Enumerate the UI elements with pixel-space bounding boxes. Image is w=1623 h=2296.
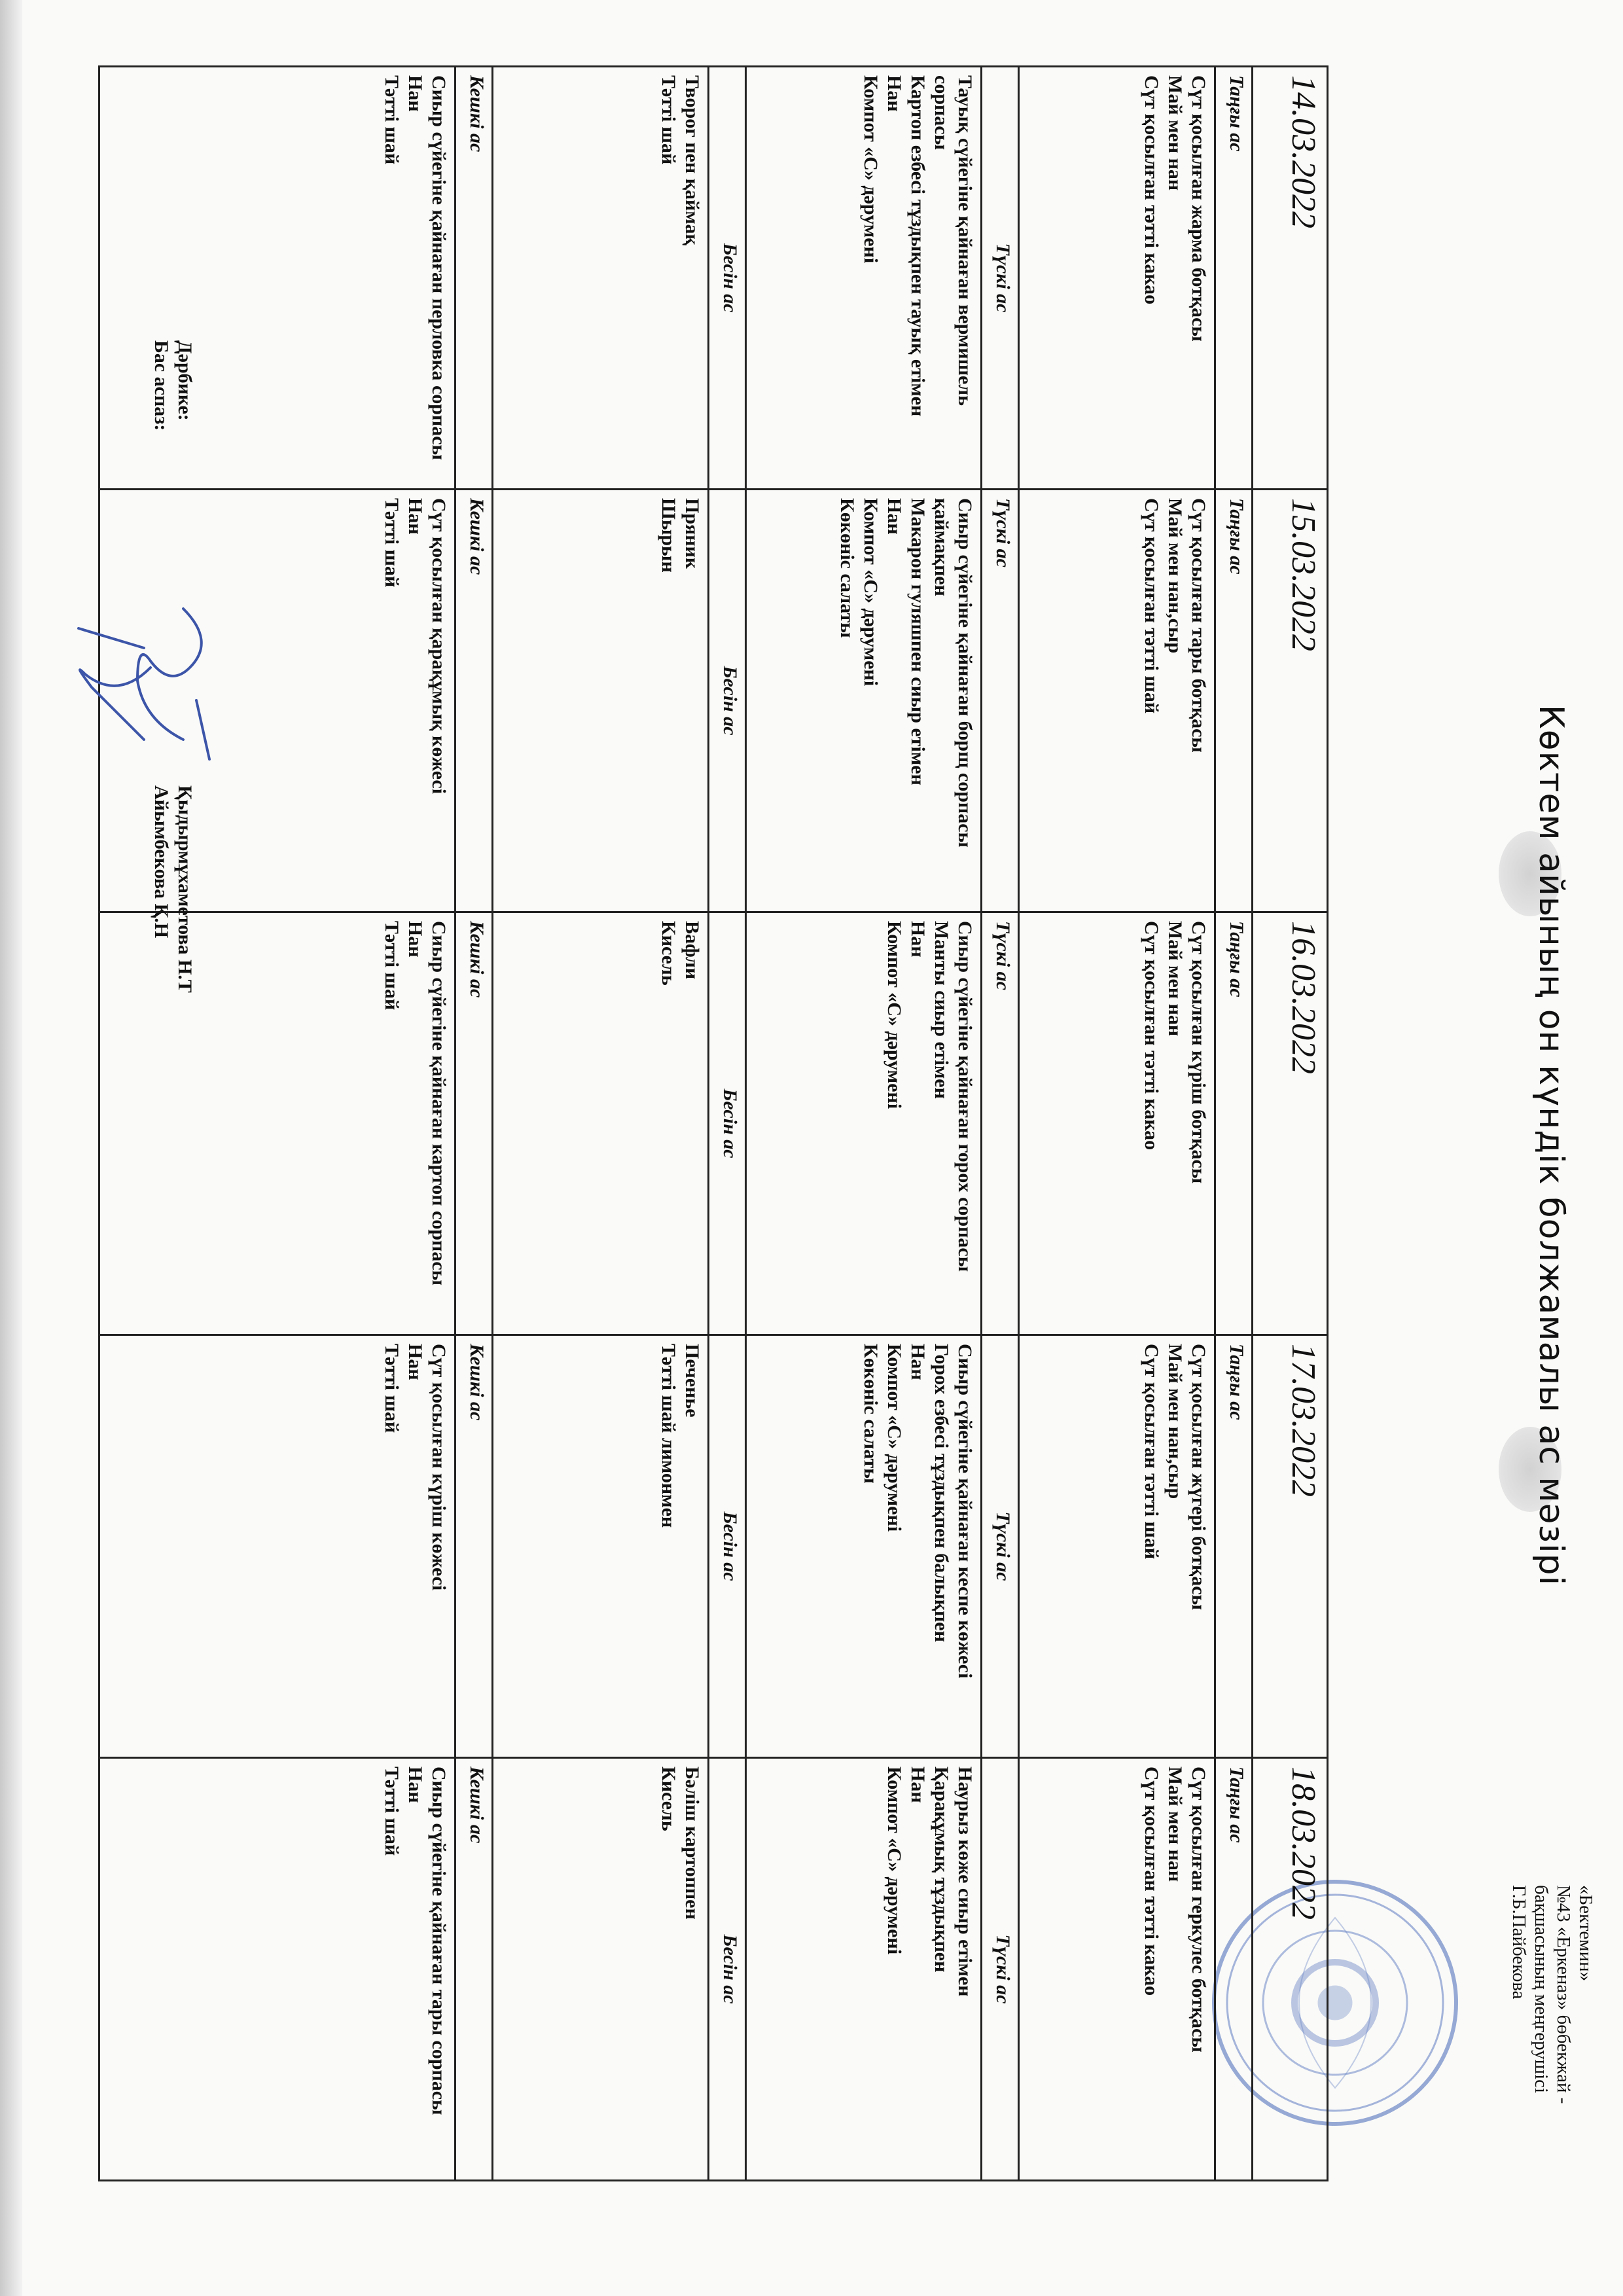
nurse-name: Қыдырмұхаметова Н.Т: [174, 785, 196, 993]
lunch-items: [746, 67, 982, 490]
menu-item: Нан: [883, 498, 905, 535]
dinner-items: [99, 1335, 455, 1758]
menu-item: Тәтті шай: [381, 1344, 402, 1433]
menu-item: Манты сиыр етімен: [931, 921, 952, 1099]
meal-label-breakfast: Таңғы ас: [1215, 1335, 1253, 1758]
menu-item: Сүт қосылған геркулес ботқасы: [1188, 1767, 1209, 2053]
menu-item: Нан: [907, 1344, 929, 1380]
menu-item: Тәтті шай: [381, 75, 402, 165]
menu-item: Сиыр сүйегіне қайнаған перловка сорпасы: [428, 75, 450, 460]
menu-item: Тәтті шай: [658, 75, 679, 165]
menu-item: Компот «С» дәрумені: [883, 1344, 905, 1532]
approval-line-4: Г.Б.Пайбекова: [1508, 1885, 1529, 2000]
meal-label-dinner: Кешкі ас: [455, 1758, 493, 2181]
handwritten-signature: [65, 589, 223, 785]
menu-item: Кисель: [658, 1767, 679, 1831]
menu-item: Сүт қосылған тәтті шай: [1141, 1344, 1162, 1560]
menu-item: Май мен нан: [1164, 75, 1186, 191]
breakfast-items: [1019, 1758, 1215, 2181]
menu-item: Май мен нан: [1164, 921, 1186, 1037]
menu-item: Кисель: [658, 921, 679, 986]
menu-item: Тауық сүйегіне қайнаған вермишель сорпасы: [931, 75, 976, 406]
meal-label-snack: Бесін ас: [709, 1335, 746, 1758]
menu-item: Печенье: [681, 1344, 703, 1418]
date-header: 14.03.2022: [1253, 67, 1328, 490]
footer-names: [149, 785, 196, 1244]
lunch-items: [746, 490, 982, 912]
meal-label-dinner: Кешкі ас: [455, 67, 493, 490]
menu-item: Компот «С» дәрумені: [860, 498, 882, 687]
meal-label-snack: Бесін ас: [709, 490, 746, 912]
menu-item: Сүт қосылған күріш көжесі: [428, 1344, 450, 1591]
meal-label-lunch: Түскі ас: [982, 1758, 1019, 2181]
snack-items: [493, 67, 709, 490]
meal-label-lunch: Түскі ас: [982, 912, 1019, 1335]
menu-item: Сүт қосылған тәтті шай: [1141, 498, 1162, 714]
breakfast-items: [1019, 67, 1215, 490]
menu-item: Шырын: [658, 498, 679, 573]
breakfast-label-row: [1215, 67, 1253, 2181]
menu-item: Тәтті шай: [381, 921, 402, 1011]
menu-item: Тәтті шай: [381, 1767, 402, 1856]
signature-strokes: [79, 609, 209, 759]
menu-item: Сиыр сүйегіне қайнаған горох сорпасы: [954, 921, 976, 1272]
breakfast-items: [1019, 912, 1215, 1335]
menu-item: Май мен нан,сыр: [1164, 1344, 1186, 1499]
menu-item: Нан: [404, 921, 426, 958]
menu-item: Компот «С» дәрумені: [883, 1767, 905, 1955]
menu-item: Горох езбесі тұздықпен балықпен: [931, 1344, 952, 1642]
menu-item: Бәліш картоппен: [681, 1767, 703, 1920]
menu-item: Көкөніс салаты: [860, 1344, 882, 1484]
approval-line-3: бақшасының меңгерушісі: [1531, 1885, 1552, 2094]
menu-item: Сүт қосылған қарақұмық көжесі: [428, 498, 450, 795]
date-header: 16.03.2022: [1253, 912, 1328, 1335]
menu-item: Компот «С» дәрумені: [860, 75, 882, 264]
cook-label: Бас аспаз:: [151, 340, 172, 431]
menu-item: Тәтті шай: [381, 498, 402, 588]
menu-item: Сүт қосылған тәтті какао: [1141, 75, 1162, 305]
menu-item: Нан: [404, 1344, 426, 1380]
menu-item: Нан: [883, 75, 905, 112]
menu-item: Нан: [404, 75, 426, 112]
snack-items: [493, 490, 709, 912]
menu-item: Пряник: [681, 498, 703, 569]
meal-label-lunch: Түскі ас: [982, 1335, 1019, 1758]
menu-item: Сүт қосылған тәтті какао: [1141, 921, 1162, 1151]
menu-item: Вафли: [681, 921, 703, 980]
menu-item: Творог пен қаймақ: [681, 75, 703, 245]
meal-label-breakfast: Таңғы ас: [1215, 912, 1253, 1335]
menu-item: Нан: [404, 498, 426, 535]
menu-item: Сиыр сүйегіне қайнаған картоп сорпасы: [428, 921, 450, 1286]
date-row: [1253, 67, 1328, 2181]
dinner-items: [99, 1758, 455, 2181]
menu-item: Компот «С» дәрумені: [883, 921, 905, 1109]
menu-item: Макарон гуляшпен сиыр етімен: [907, 498, 929, 785]
meal-label-snack: Бесін ас: [709, 1758, 746, 2181]
snack-items: [493, 1758, 709, 2181]
menu-item: Қарақұмық тұздықпен: [931, 1767, 952, 1973]
lunch-items: [746, 912, 982, 1335]
lunch-items: [746, 1758, 982, 2181]
cook-name: Айымбекова Қ.Н: [151, 785, 172, 939]
menu-item: Нан: [907, 1767, 929, 1803]
approval-line-2: №43 «Еркеназ» бөбекжай -: [1553, 1885, 1574, 2104]
lunch-items: [746, 1335, 982, 1758]
menu-item: Сиыр сүйегіне қайнаған кеспе көжесі: [954, 1344, 976, 1679]
meal-label-snack: Бесін ас: [709, 67, 746, 490]
menu-item: Сүт қосылған жарма ботқасы: [1188, 75, 1209, 342]
page-title: Көктем айының он күндік болжамалы ас мәзірі: [1531, 704, 1571, 1587]
menu-item: Картоп езбесі тұздықпен тауық етімен: [907, 75, 929, 417]
meal-label-breakfast: Таңғы ас: [1215, 1758, 1253, 2181]
menu-item: Сүт қосылған күріш ботқасы: [1188, 921, 1209, 1184]
date-header: 15.03.2022: [1253, 490, 1328, 912]
menu-item: Сүт қосылған тары ботқасы: [1188, 498, 1209, 753]
approval-line-1: «Бектемин»: [1575, 1885, 1596, 1982]
breakfast-items: [1019, 1335, 1215, 1758]
meal-label-lunch: Түскі ас: [982, 490, 1019, 912]
menu-item: Май мен нан,сыр: [1164, 498, 1186, 654]
meal-label-lunch: Түскі ас: [982, 67, 1019, 490]
menu-item: Нан: [404, 1767, 426, 1803]
breakfast-items-row: [1019, 67, 1215, 2181]
lunch-items-row: [746, 67, 982, 2181]
date-header: 18.03.2022: [1253, 1758, 1328, 2181]
lunch-label-row: [982, 67, 1019, 2181]
snack-items-row: [493, 67, 709, 2181]
meal-label-dinner: Кешкі ас: [455, 490, 493, 912]
snack-items: [493, 1335, 709, 1758]
menu-item: Май мен нан: [1164, 1767, 1186, 1882]
meal-label-dinner: Кешкі ас: [455, 912, 493, 1335]
menu-item: Сүт қосылған тәтті какао: [1141, 1767, 1162, 1996]
dinner-label-row: [455, 67, 493, 2181]
meal-label-dinner: Кешкі ас: [455, 1335, 493, 1758]
menu-item: Сиыр сүйегіне қайнаған борщ сорпасы қаймақпен: [931, 498, 976, 848]
meal-label-breakfast: Таңғы ас: [1215, 67, 1253, 490]
meal-label-snack: Бесін ас: [709, 912, 746, 1335]
menu-item: Сүт қосылған жүгері ботқасы: [1188, 1344, 1209, 1610]
snack-items: [493, 912, 709, 1335]
menu-item: Нан: [907, 921, 929, 958]
menu-item: Көкөніс салаты: [836, 498, 858, 638]
menu-item: Наурыз көже сиыр етімен: [954, 1767, 976, 1997]
menu-item: Сиыр сүйегіне қайнаған тары сорпасы: [428, 1767, 450, 2115]
breakfast-items: [1019, 490, 1215, 912]
menu-item: Тәтті шай лимонмен: [658, 1344, 679, 1528]
date-header: 17.03.2022: [1253, 1335, 1328, 1758]
menu-table: [98, 65, 1329, 2181]
snack-label-row: [709, 67, 746, 2181]
meal-label-breakfast: Таңғы ас: [1215, 490, 1253, 912]
approval-block: [1508, 1885, 1597, 2225]
nurse-label: Дәрбике:: [174, 340, 196, 421]
